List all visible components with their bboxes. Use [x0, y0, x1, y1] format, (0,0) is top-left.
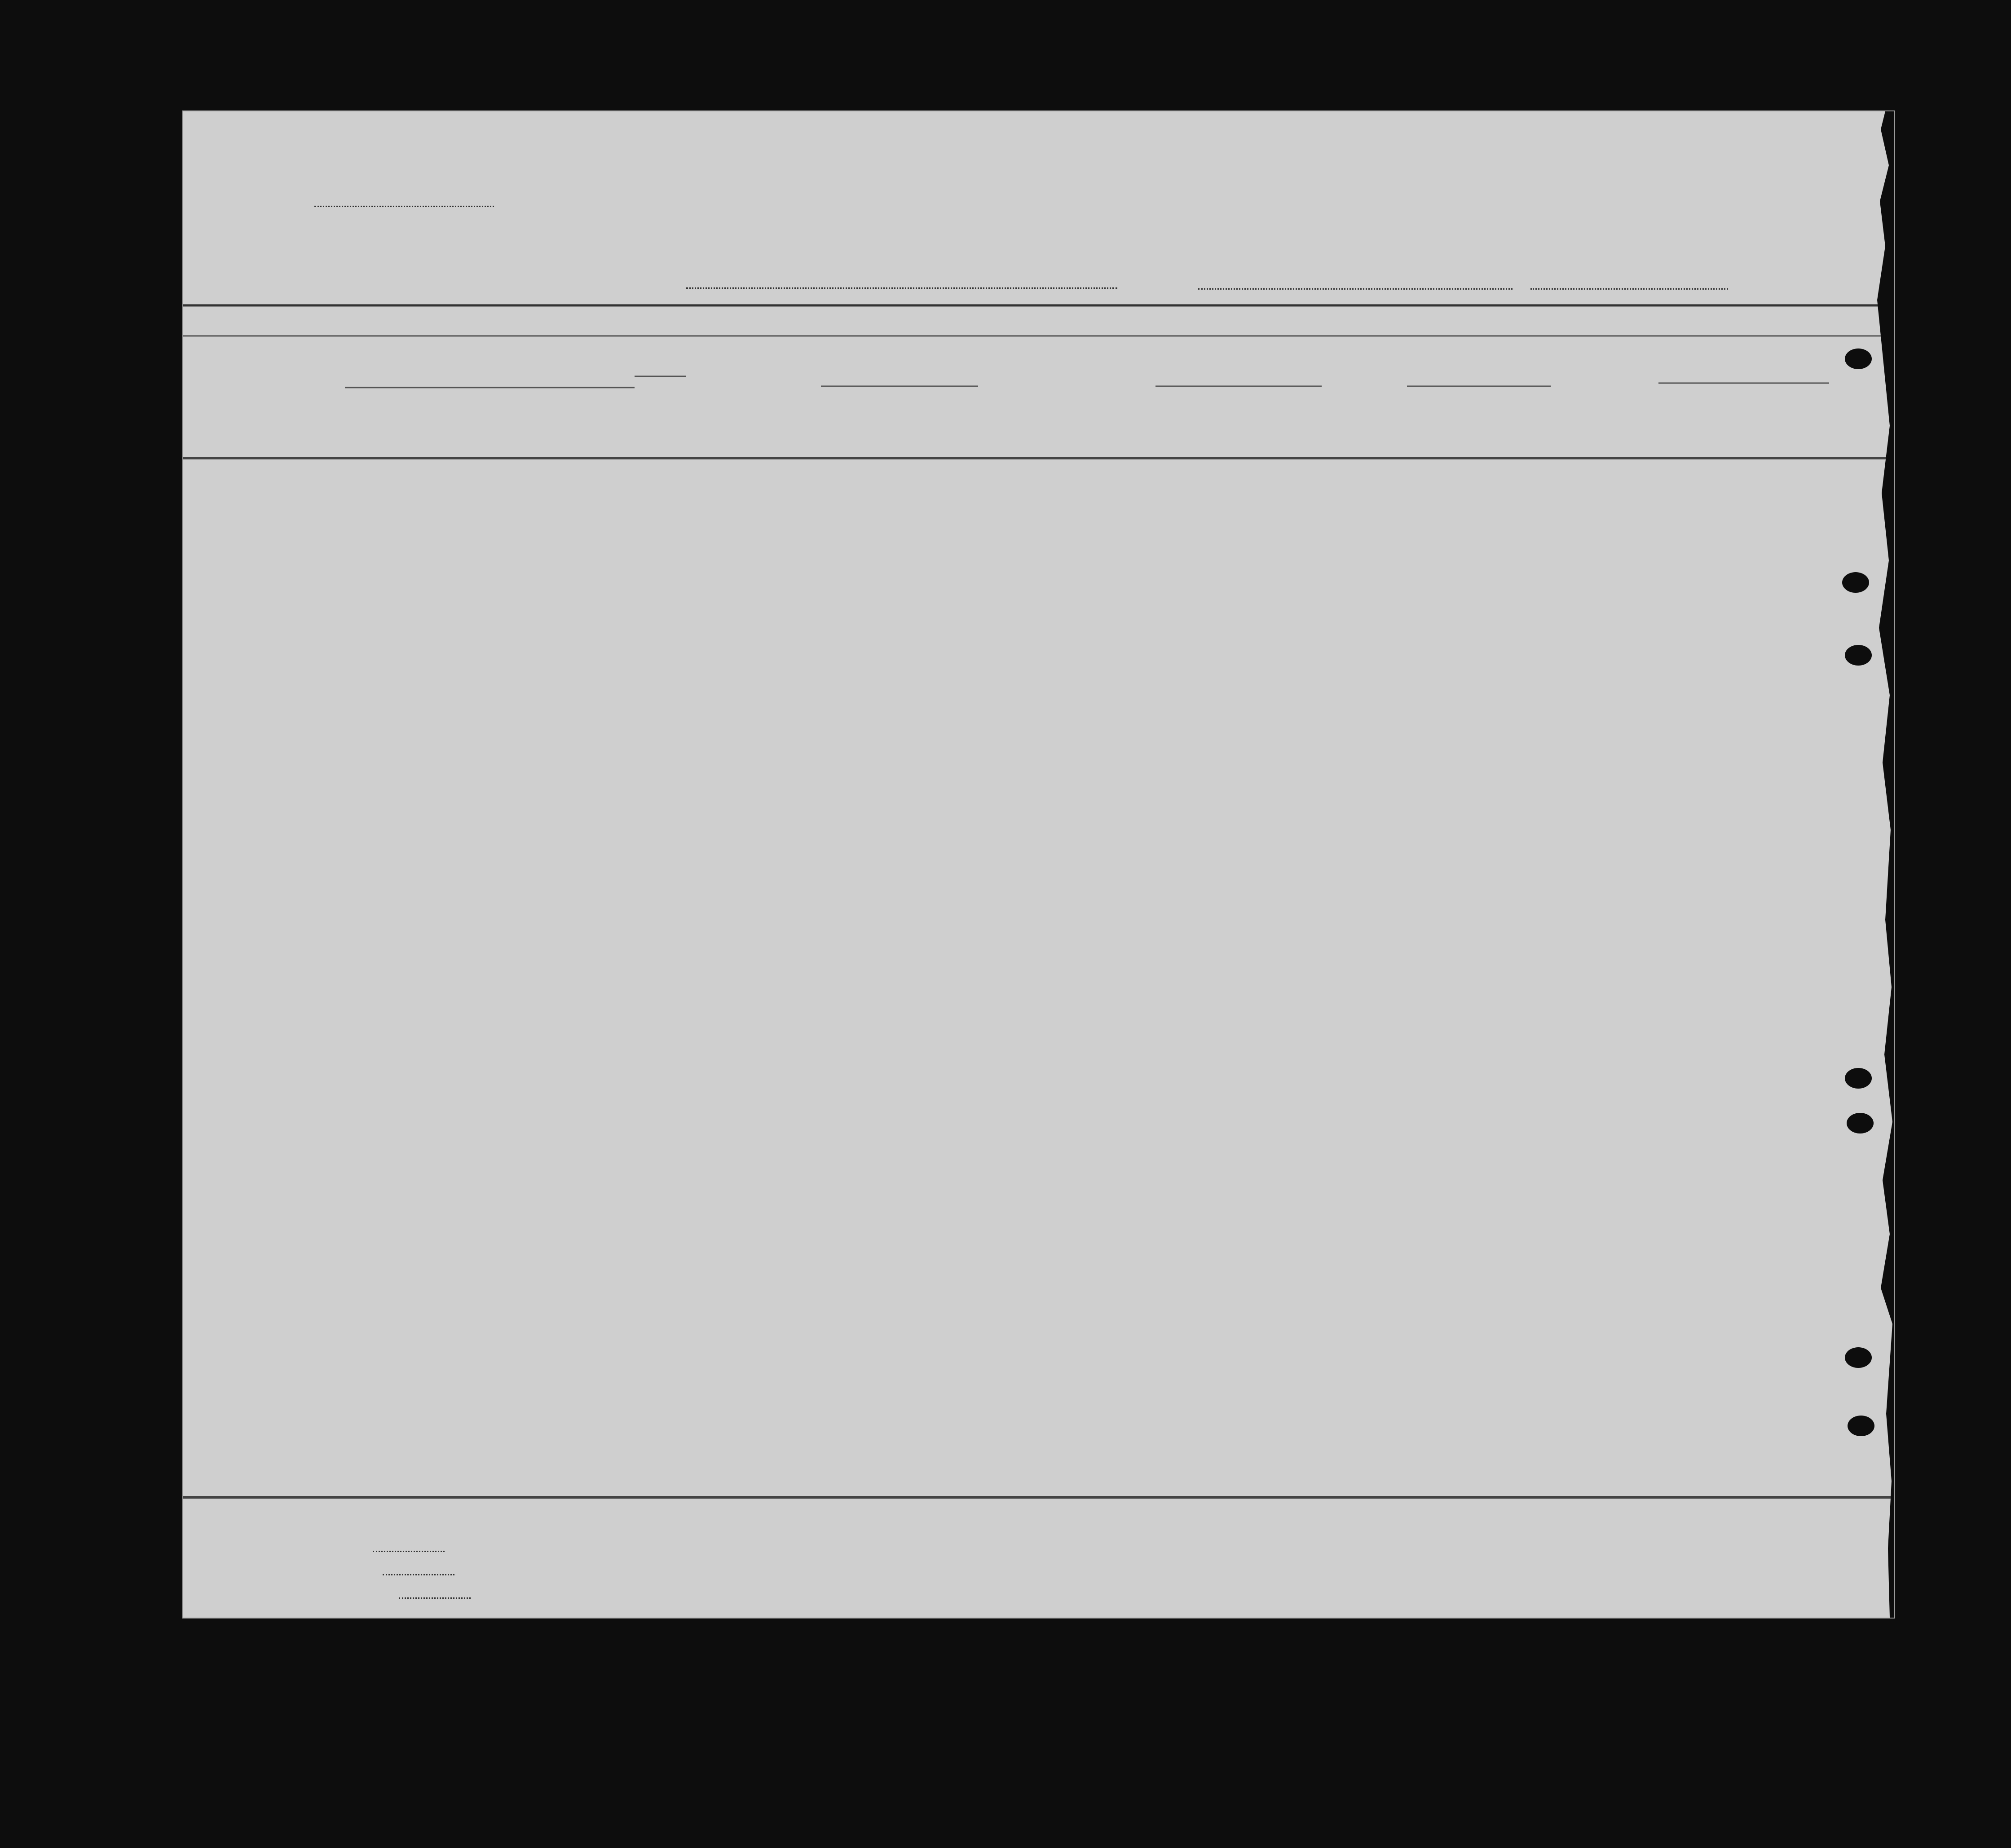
- aliens-row: [389, 1588, 471, 1599]
- manifest-sheet: [183, 111, 1894, 1618]
- total-passengers-line: [373, 1551, 445, 1552]
- binding-hole: [1845, 1347, 1872, 1368]
- binding-hole: [1845, 645, 1872, 666]
- us-citizens-line: [383, 1574, 454, 1575]
- torn-right-edge: [1876, 111, 1894, 1618]
- aliens-line: [399, 1597, 471, 1599]
- total-passengers-row: [363, 1542, 445, 1552]
- manifest-table: [183, 111, 1894, 1618]
- us-citizens-row: [373, 1565, 454, 1575]
- binding-hole: [1848, 1416, 1874, 1436]
- binding-hole: [1845, 348, 1872, 369]
- binding-hole: [1845, 1068, 1872, 1089]
- binding-hole: [1842, 572, 1869, 593]
- binding-hole: [1847, 1113, 1874, 1133]
